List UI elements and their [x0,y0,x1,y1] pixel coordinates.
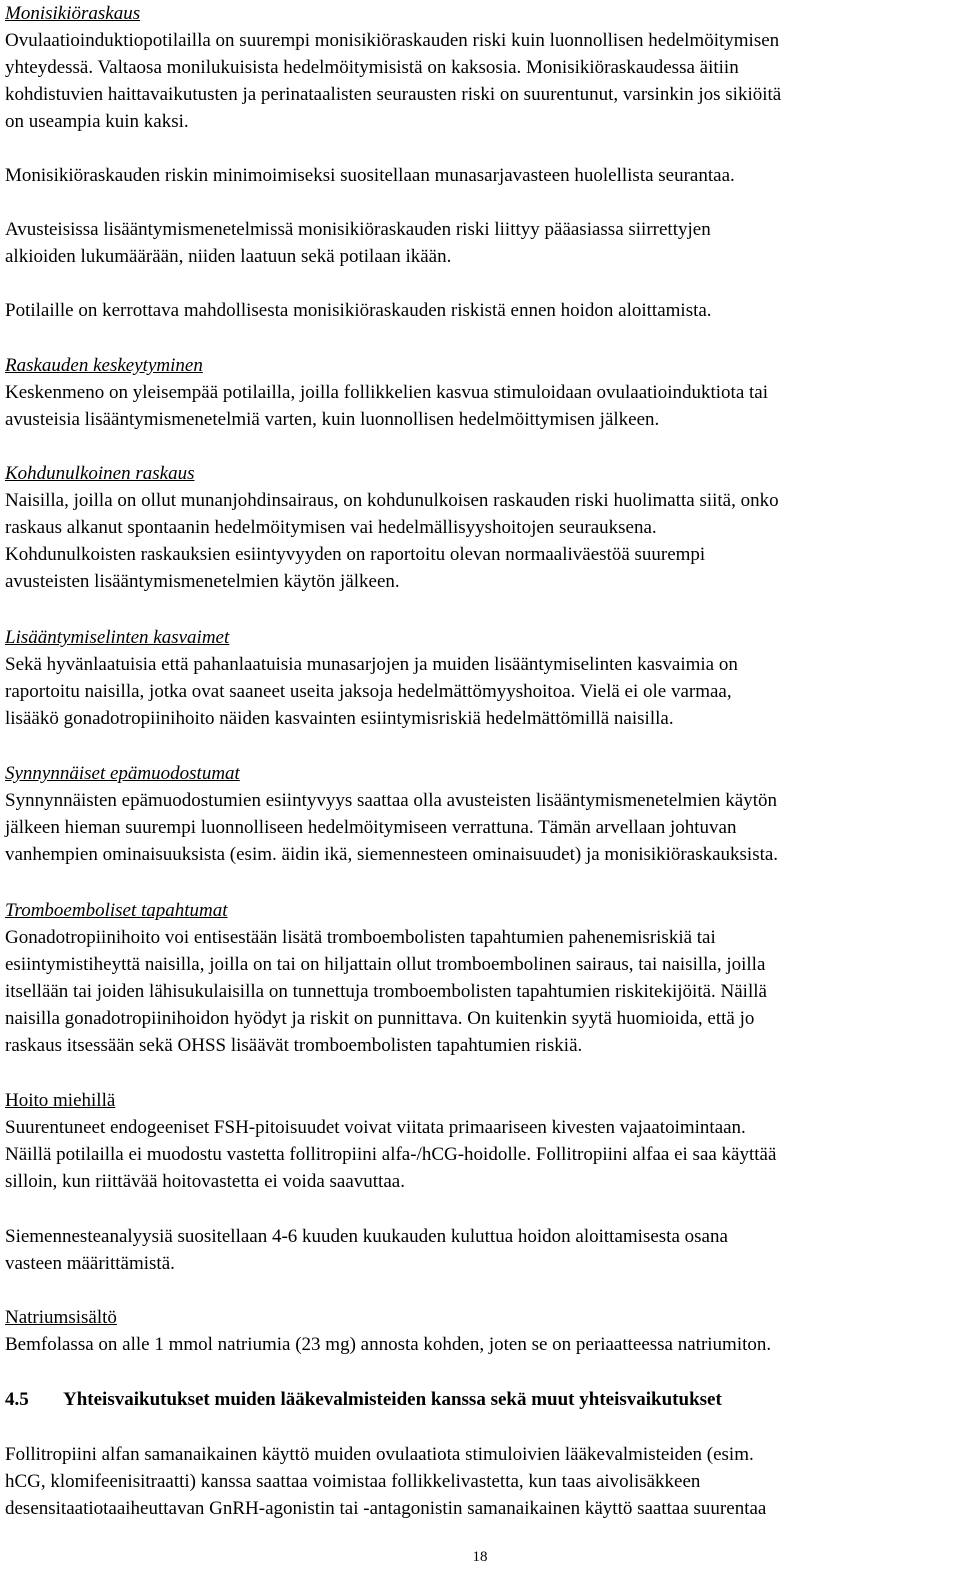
paragraph-line: jälkeen hieman suurempi luonnolliseen hedelmöitymiseen verrattuna. Tämän arvellaan johtuvan [5,817,737,838]
paragraph-line: raportoitu naisilla, jotka ovat saaneet useita jaksoja hedelmättömyyshoitoa. Vielä ei ole varmaa, [5,681,732,702]
paragraph-line: Synnynnäisten epämuodostumien esiintyvyys saattaa olla avusteisten lisääntymismenetelmien käytön [5,790,777,811]
paragraph-line: Kohdunulkoisten raskauksien esiintyvyyden on raportoitu olevan normaaliväestöä suurempi [5,544,706,565]
paragraph-line: esiintymistiheyttä naisilla, joilla on tai on hiljattain ollut tromboembolinen sairaus, tai naisilla, joilla [5,954,766,975]
paragraph-line: Keskenmeno on yleisempää potilailla, joilla follikkelien kasvua stimuloidaan ovulaatioinduktiota tai [5,382,768,403]
paragraph-line: desensitaatiotaaiheuttavan GnRH-agonistin tai -antagonistin samanaikainen käyttö saattaa suurentaa [5,1498,767,1519]
section-heading: Natriumsisältö [5,1307,117,1328]
section-multiple-pregnancy [5,0,955,135]
paragraph-line: kohdistuvien haittavaikutusten ja perinataalisten seurausten riski on suurentunut, varsinkin jos sikiöitä [5,84,782,105]
paragraph-line: Sekä hyvänlaatuisia että pahanlaatuisia munasarjojen ja muiden lisääntymiselinten kasvaimia on [5,654,738,675]
paragraph-line: itsellään tai joiden lähisukulaisilla on tunnettuja tromboembolisten tapahtumien riskitekijöitä. Näillä [5,981,767,1002]
paragraph [5,162,955,189]
section-ectopic-pregnancy [5,460,955,595]
section-sodium-content [5,1304,955,1358]
paragraph-line: Monisikiöraskauden riskin minimoimiseksi suositellaan munasarjavasteen huolellista seurantaa. [5,165,735,186]
paragraph-line: Avusteisissa lisääntymismenetelmissä monisikiöraskauden riski liittyy pääasiassa siirrettyjen [5,219,711,240]
section-title-text: Yhteisvaikutukset muiden lääkevalmisteiden kanssa sekä muut yhteisvaikutukset [63,1389,722,1410]
section-heading: Raskauden keskeytyminen [5,355,203,376]
section-thromboembolic-events [5,897,955,1059]
section-heading: Tromboemboliset tapahtumat [5,900,228,921]
section-heading: Synnynnäiset epämuodostumat [5,763,240,784]
paragraph-line: Bemfolassa on alle 1 mmol natriumia (23 mg) annosta kohden, joten se on periaatteessa natriumiton. [5,1334,772,1355]
paragraph-line: yhteydessä. Valtaosa monilukuisista hedelmöitymisistä on kaksosia. Monisikiöraskaudessa äitiin [5,57,739,78]
section-treatment-in-men [5,1087,955,1195]
page-number: 18 [472,1549,488,1565]
paragraph-line: Potilaille on kerrottava mahdollisesta monisikiöraskauden riskistä ennen hoidon aloittamista. [5,300,712,321]
paragraph-line: Naisilla, joilla on ollut munanjohdinsairaus, on kohdunulkoisen raskauden riski huolimatta siitä, onko [5,490,779,511]
paragraph [5,1223,955,1277]
paragraph-line: lisääkö gonadotropiinihoito näiden kasvainten esiintymisriskiä hedelmättömillä naisilla. [5,708,674,729]
section-congenital-malformations [5,760,955,868]
paragraph-line: Follitropiini alfan samanaikainen käyttö muiden ovulaatiota stimuloivien lääkevalmisteiden (esim. [5,1444,754,1465]
paragraph-line: on useampia kuin kaksi. [5,111,189,132]
paragraph-line: Näillä potilailla ei muodostu vastetta follitropiini alfa-/hCG-hoidolle. Follitropiini alfaa ei saa käyttää [5,1144,777,1165]
paragraph-line: Siemennesteanalyysiä suositellaan 4-6 kuuden kuukauden kuluttua hoidon aloittamisesta osana [5,1226,728,1247]
section-4-5-body [5,1441,955,1522]
section-heading: Kohdunulkoinen raskaus [5,463,195,484]
paragraph-line: vasteen määrittämistä. [5,1253,175,1274]
section-heading: Monisikiöraskaus [5,3,141,24]
paragraph [5,297,955,324]
paragraph-line: Gonadotropiinihoito voi entisestään lisätä tromboembolisten tapahtumien pahenemisriskiä tai [5,927,716,948]
section-miscarriage [5,352,955,433]
paragraph-line: Suurentuneet endogeeniset FSH-pitoisuudet voivat viitata primaariseen kivesten vajaatoimintaan. [5,1117,746,1138]
paragraph-line: silloin, kun riittävää hoitovastetta ei voida saavuttaa. [5,1171,405,1192]
section-heading: Lisääntymiselinten kasvaimet [5,627,230,648]
section-reproductive-neoplasms [5,624,955,732]
paragraph-line: raskaus alkanut spontaanin hedelmöitymisen vai hedelmällisyyshoitojen seurauksena. [5,517,657,538]
paragraph-line: raskaus itsessään sekä OHSS lisäävät tromboembolisten tapahtumien riskiä. [5,1035,583,1056]
section-4-5-title [5,1386,722,1413]
paragraph-line: avusteisia lisääntymismenetelmiä varten, kuin luonnollisen hedelmöittymisen jälkeen. [5,409,660,430]
paragraph-line: naisilla gonadotropiinihoidon hyödyt ja riskit on punnittava. On kuitenkin syytä huomioida, että jo [5,1008,755,1029]
paragraph-line: hCG, klomifeenisitraatti) kanssa saattaa voimistaa follikkelivastetta, kun taas aivolisäkkeen [5,1471,701,1492]
paragraph-line: avusteisten lisääntymismenetelmien käytön jälkeen. [5,571,400,592]
paragraph-line: vanhempien ominaisuuksista (esim. äidin ikä, siemennesteen ominaisuudet) ja monisikiöraskauksista. [5,844,779,865]
paragraph [5,216,955,270]
section-heading: Hoito miehillä [5,1090,116,1111]
section-number: 4.5 [5,1389,29,1410]
paragraph-line: alkioiden lukumäärään, niiden laatuun sekä potilaan ikään. [5,246,452,267]
paragraph-line: Ovulaatioinduktiopotilailla on suurempi monisikiöraskauden riski kuin luonnollisen hedelmöitymisen [5,30,780,51]
